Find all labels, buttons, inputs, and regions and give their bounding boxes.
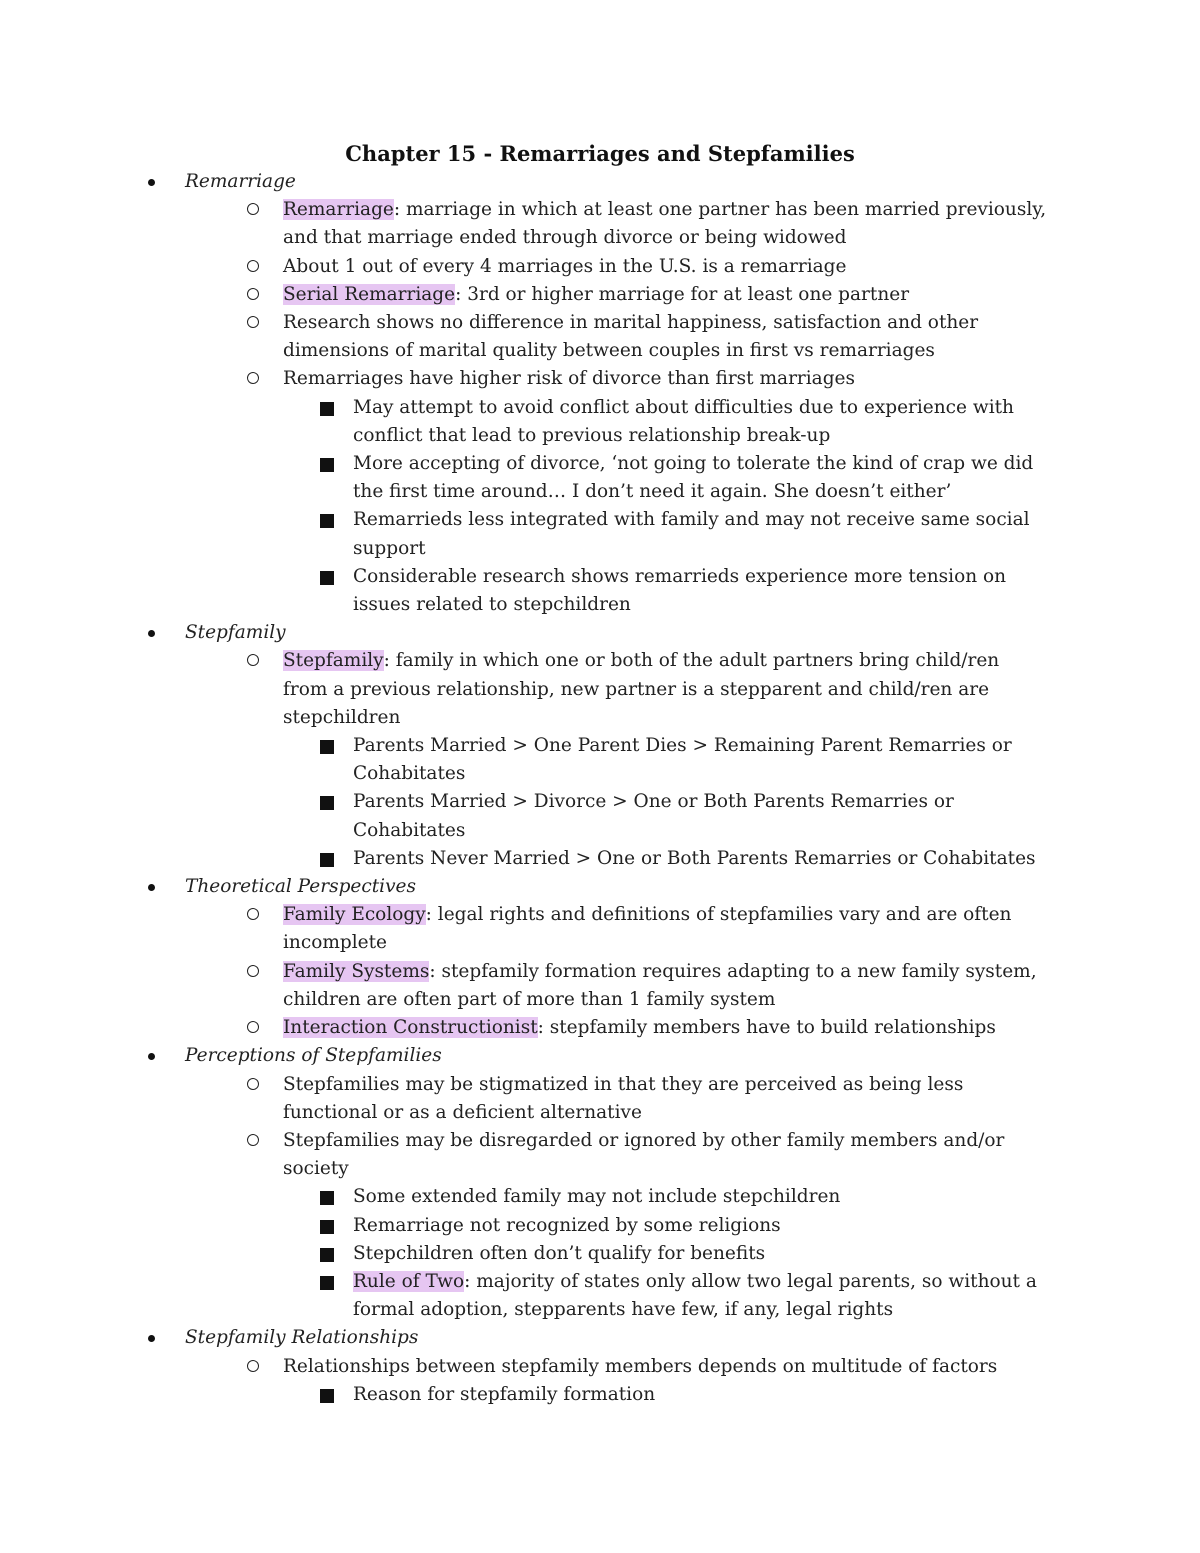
- list-item-continuation: stepchildren: [283, 706, 401, 728]
- list-item: Family Ecology: legal rights and definitions of stepfamilies vary and are often: [0, 901, 1200, 929]
- list-item-continuation: incomplete: [283, 932, 387, 954]
- list-item: Interaction Constructionist: stepfamily members have to build relationships: [0, 1014, 1200, 1042]
- page-title: Chapter 15 - Remarriages and Stepfamilies: [345, 141, 855, 166]
- sub-list-item-continuation: the first time around… I don’t need it again. She doesn’t either’: [353, 481, 952, 503]
- list-item: Remarriage: marriage in which at least one partner has been married previously,: [0, 196, 1200, 224]
- highlighted-term: Family Systems: [283, 960, 430, 982]
- sub-list-item: Rule of Two: majority of states only allow two legal parents, so without a: [0, 1268, 1200, 1296]
- square-bullet-icon: [320, 853, 334, 867]
- sub-list-item-continuation: Cohabitates: [353, 763, 466, 785]
- sub-list-item: Some extended family may not include stepchildren: [0, 1183, 1200, 1211]
- list-item: Stepfamilies may be stigmatized in that they are perceived as being less: [0, 1071, 1200, 1099]
- section-heading-perceptions-of-stepfamilies: Perceptions of Stepfamilies: [0, 1042, 1200, 1070]
- list-item: Stepfamilies may be disregarded or ignored by other family members and/or: [0, 1127, 1200, 1155]
- highlighted-term: Serial Remarriage: [283, 283, 456, 305]
- sub-list-item: Parents Never Married > One or Both Parents Remarries or Cohabitates: [0, 845, 1200, 873]
- list-item: About 1 out of every 4 marriages in the U.S. is a remarriage: [0, 253, 1200, 281]
- hollow-circle-bullet-icon: [247, 1360, 259, 1372]
- sub-list-item: May attempt to avoid conflict about difficulties due to experience with: [0, 394, 1200, 422]
- sub-list-item: Parents Married > Divorce > One or Both Parents Remarries or: [0, 788, 1200, 816]
- sub-list-item-continuation: formal adoption, stepparents have few, if any, legal rights: [353, 1299, 894, 1321]
- highlighted-term: Remarriage: [283, 199, 394, 221]
- sub-list-item-continuation: issues related to stepchildren: [353, 594, 631, 616]
- square-bullet-icon: [320, 571, 334, 585]
- square-bullet-icon: [320, 1276, 334, 1290]
- hollow-circle-bullet-icon: [247, 203, 259, 215]
- hollow-circle-bullet-icon: [247, 1134, 259, 1146]
- hollow-circle-bullet-icon: [247, 372, 259, 384]
- list-item-continuation: dimensions of marital quality between couples in first vs remarriages: [283, 340, 935, 362]
- hollow-circle-bullet-icon: [247, 1078, 259, 1090]
- section-heading-theoretical-perspectives: Theoretical Perspectives: [0, 873, 1200, 901]
- square-bullet-icon: [320, 1248, 334, 1262]
- list-item-continuation: children are often part of more than 1 family system: [283, 988, 776, 1010]
- square-bullet-icon: [320, 1191, 334, 1205]
- sub-list-item: More accepting of divorce, ‘not going to tolerate the kind of crap we did: [0, 450, 1200, 478]
- highlighted-term: Interaction Constructionist: [283, 1017, 538, 1039]
- list-item-continuation: from a previous relationship, new partner is a stepparent and child/ren are: [283, 678, 990, 700]
- filled-circle-bullet-icon: [148, 884, 155, 891]
- list-item: Relationships between stepfamily members depends on multitude of factors: [0, 1353, 1200, 1381]
- highlighted-term: Stepfamily: [283, 650, 384, 672]
- highlighted-term: Family Ecology: [283, 904, 426, 926]
- square-bullet-icon: [320, 796, 334, 810]
- sub-list-item: Parents Married > One Parent Dies > Remaining Parent Remarries or: [0, 732, 1200, 760]
- hollow-circle-bullet-icon: [247, 965, 259, 977]
- filled-circle-bullet-icon: [148, 1335, 155, 1342]
- filled-circle-bullet-icon: [148, 179, 155, 186]
- list-item: Research shows no difference in marital happiness, satisfaction and other: [0, 309, 1200, 337]
- square-bullet-icon: [320, 402, 334, 416]
- square-bullet-icon: [320, 740, 334, 754]
- sub-list-item-continuation: conflict that lead to previous relationship break-up: [353, 424, 831, 446]
- hollow-circle-bullet-icon: [247, 288, 259, 300]
- section-heading-remarriage: Remarriage: [0, 168, 1200, 196]
- list-item: Stepfamily: family in which one or both of the adult partners bring child/ren: [0, 647, 1200, 675]
- filled-circle-bullet-icon: [148, 630, 155, 637]
- hollow-circle-bullet-icon: [247, 908, 259, 920]
- hollow-circle-bullet-icon: [247, 260, 259, 272]
- sub-list-item: Remarrieds less integrated with family and may not receive same social: [0, 506, 1200, 534]
- square-bullet-icon: [320, 458, 334, 472]
- hollow-circle-bullet-icon: [247, 1021, 259, 1033]
- sub-list-item: Remarriage not recognized by some religions: [0, 1212, 1200, 1240]
- hollow-circle-bullet-icon: [247, 316, 259, 328]
- sub-list-item-continuation: support: [353, 537, 426, 559]
- list-item: Serial Remarriage: 3rd or higher marriage for at least one partner: [0, 281, 1200, 309]
- sub-list-item: Reason for stepfamily formation: [0, 1381, 1200, 1409]
- section-heading-stepfamily-relationships: Stepfamily Relationships: [0, 1324, 1200, 1352]
- square-bullet-icon: [320, 1389, 334, 1403]
- square-bullet-icon: [320, 514, 334, 528]
- list-item-continuation: society: [283, 1158, 349, 1180]
- section-heading-stepfamily: Stepfamily: [0, 619, 1200, 647]
- hollow-circle-bullet-icon: [247, 654, 259, 666]
- sub-list-item: Considerable research shows remarrieds experience more tension on: [0, 563, 1200, 591]
- square-bullet-icon: [320, 1220, 334, 1234]
- sub-list-item-continuation: Cohabitates: [353, 819, 466, 841]
- list-item-continuation: functional or as a deficient alternative: [283, 1101, 642, 1123]
- highlighted-term: Rule of Two: [353, 1270, 465, 1292]
- document-page: [0, 140, 1200, 1409]
- filled-circle-bullet-icon: [148, 1053, 155, 1060]
- sub-list-item: Stepchildren often don’t qualify for benefits: [0, 1240, 1200, 1268]
- list-item-continuation: and that marriage ended through divorce or being widowed: [283, 227, 847, 249]
- list-item: Family Systems: stepfamily formation requires adapting to a new family system,: [0, 958, 1200, 986]
- list-item: Remarriages have higher risk of divorce than first marriages: [0, 365, 1200, 393]
